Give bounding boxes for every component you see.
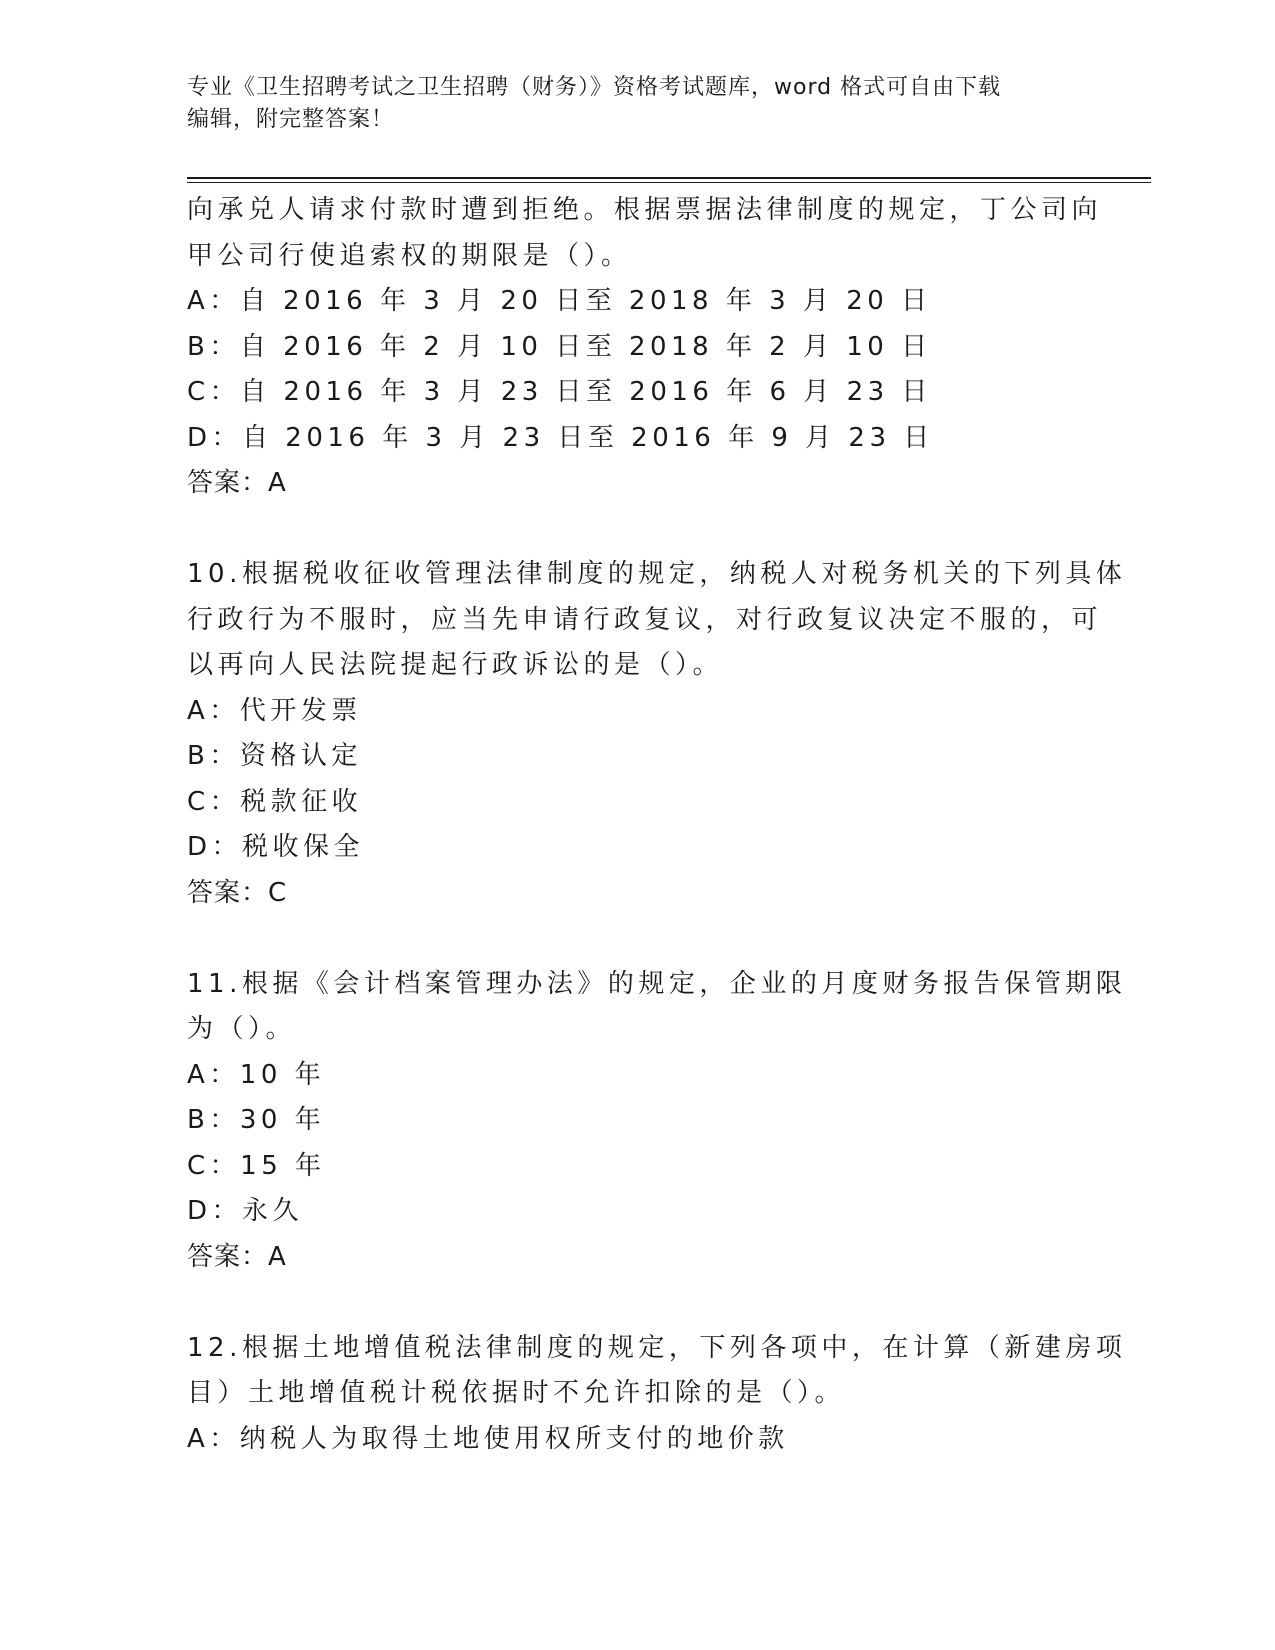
answer-line: 答案：A	[187, 468, 287, 498]
option-d: D：税收保全	[187, 832, 365, 862]
question-stem-line: 12.根据土地增值税法律制度的规定，下列各项中，在计算（新建房项	[187, 1332, 1127, 1363]
answer-line: 答案：A	[187, 1241, 287, 1272]
question-9	[187, 188, 1103, 507]
option-c: C：15 年	[187, 1150, 326, 1181]
question-10	[187, 552, 1127, 916]
option-c: C：税款征收	[187, 786, 363, 817]
question-stem-line: 甲公司行使追索权的期限是（）。	[187, 240, 632, 271]
option-a: A：10 年	[187, 1059, 326, 1090]
spacer	[187, 1280, 1087, 1326]
header-line-2: 编辑，附完整答案！	[187, 107, 395, 132]
question-12	[187, 1326, 1127, 1463]
option-b: B：30 年	[187, 1105, 326, 1135]
document-body	[187, 188, 1127, 1462]
option-a: A：代开发票	[187, 695, 362, 726]
question-stem-line: 行政行为不服时，应当先申请行政复议，对行政复议决定不服的，可	[187, 604, 1103, 635]
question-stem-line: 为（）。	[187, 1014, 297, 1044]
question-stem-line: 向承兑人请求付款时遭到拒绝。根据票据法律制度的规定，丁公司向	[187, 195, 1103, 225]
question-stem-line: 以再向人民法院提起行政诉讼的是（）。	[187, 650, 724, 680]
header-line-1: 专业《卫生招聘考试之卫生招聘（财务）》资格考试题库，word 格式可自由下载	[187, 75, 1002, 100]
question-stem-line: 10.根据税收征收管理法律制度的规定，纳税人对税务机关的下列具体	[187, 559, 1127, 589]
option-d: D：永久	[187, 1196, 304, 1226]
option-a: A：纳税人为取得土地使用权所支付的地价款	[187, 1423, 789, 1454]
question-11	[187, 962, 1127, 1281]
question-stem-line: 目）土地增值税计税依据时不允许扣除的是（）。	[187, 1378, 846, 1408]
page-header	[187, 72, 1067, 136]
option-b: B：自 2016 年 2 月 10 日至 2018 年 2 月 10 日	[187, 331, 932, 362]
option-c: C：自 2016 年 3 月 23 日至 2016 年 6 月 23 日	[187, 377, 932, 407]
header-divider-thick	[187, 177, 1151, 179]
spacer	[187, 916, 1087, 962]
spacer	[187, 507, 1087, 553]
header-divider-thin	[187, 182, 1151, 183]
question-stem-line: 11.根据《会计档案管理办法》的规定，企业的月度财务报告保管期限	[187, 968, 1127, 999]
option-b: B：资格认定	[187, 741, 362, 771]
answer-line: 答案：C	[187, 877, 288, 908]
option-d: D：自 2016 年 3 月 23 日至 2016 年 9 月 23 日	[187, 422, 934, 453]
option-a: A：自 2016 年 3 月 20 日至 2018 年 3 月 20 日	[187, 286, 932, 316]
